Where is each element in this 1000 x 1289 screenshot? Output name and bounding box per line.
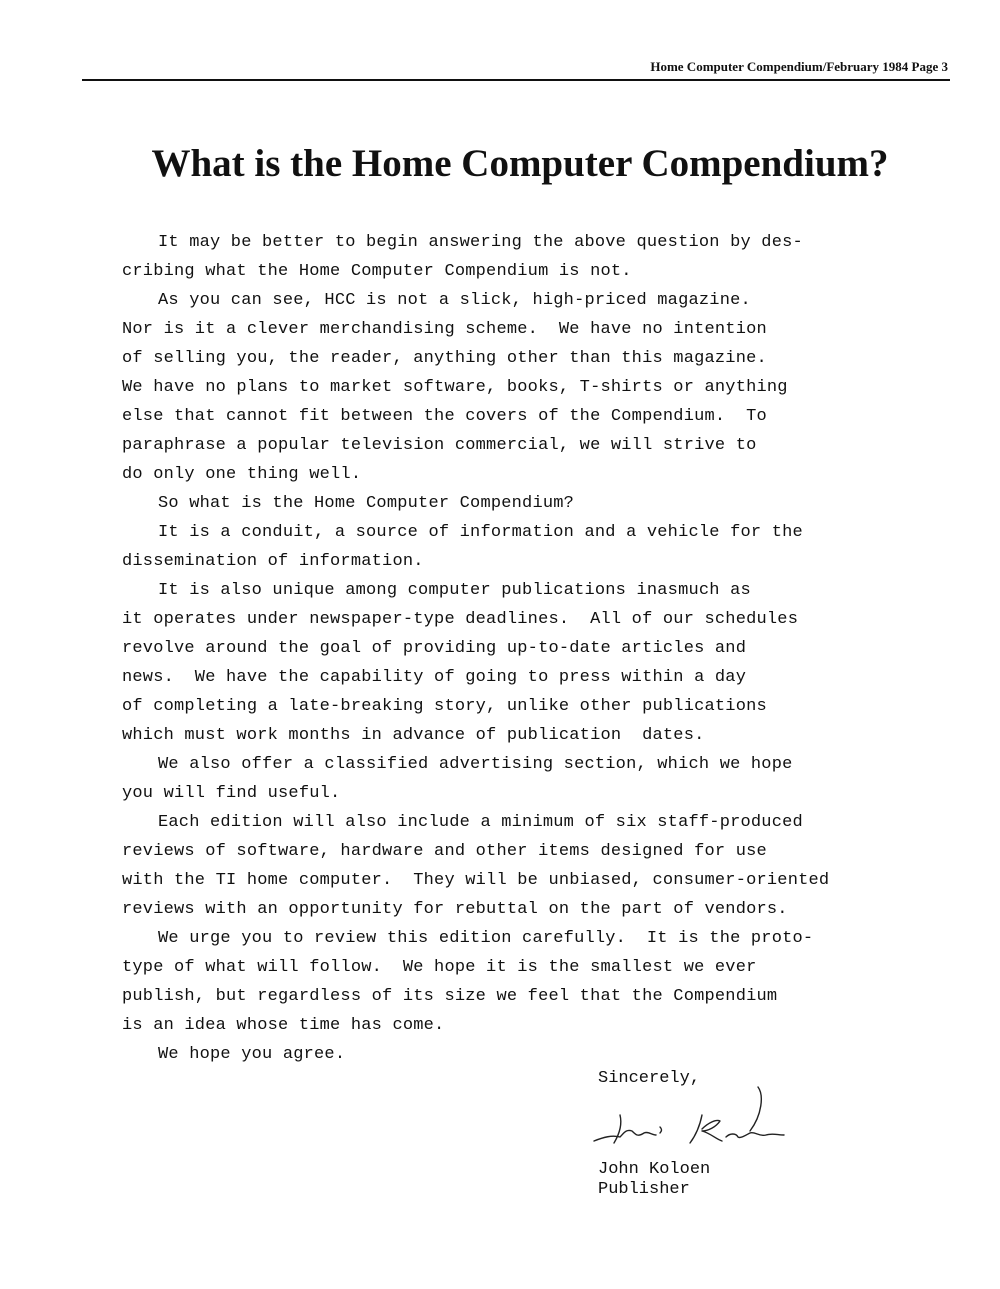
author-role: Publisher xyxy=(598,1180,690,1199)
closing-salutation: Sincerely, xyxy=(598,1069,701,1088)
body-line: is an idea whose time has come. xyxy=(122,1016,445,1035)
signature-block xyxy=(598,1160,710,1200)
body-line: revolve around the goal of providing up-to-date articles and xyxy=(122,639,747,658)
body-line: We have no plans to market software, books, T-shirts or anything xyxy=(122,378,788,397)
article-body xyxy=(122,228,952,1069)
page-title: What is the Home Computer Compendium? xyxy=(151,142,889,185)
body-line: We also offer a classified advertising section, which we hope xyxy=(158,755,793,774)
body-line: publish, but regardless of its size we feel that the Compendium xyxy=(122,987,778,1006)
body-line: Each edition will also include a minimum of six staff-produced xyxy=(158,813,803,832)
body-line: do only one thing well. xyxy=(122,465,362,484)
body-line: news. We have the capability of going to press within a day xyxy=(122,668,747,687)
body-line: It is a conduit, a source of information and a vehicle for the xyxy=(158,523,803,542)
body-line: you will find useful. xyxy=(122,784,341,803)
body-line: of completing a late-breaking story, unlike other publications xyxy=(122,697,767,716)
running-head: Home Computer Compendium/February 1984 Page 3 xyxy=(650,59,948,74)
body-line: reviews with an opportunity for rebuttal on the part of vendors. xyxy=(122,900,788,919)
body-line: which must work months in advance of publication dates. xyxy=(122,726,705,745)
author-name: John Koloen xyxy=(598,1160,711,1179)
body-line: It may be better to begin answering the above question by des- xyxy=(158,233,803,252)
body-line: with the TI home computer. They will be unbiased, consumer-oriented xyxy=(122,871,830,890)
body-line: So what is the Home Computer Compendium? xyxy=(158,494,575,513)
handwritten-signature-icon xyxy=(590,1085,790,1155)
body-line: paraphrase a popular television commercial, we will strive to xyxy=(122,436,757,455)
body-line: of selling you, the reader, anything other than this magazine. xyxy=(122,349,767,368)
body-line: else that cannot fit between the covers of the Compendium. To xyxy=(122,407,767,426)
body-line: It is also unique among computer publications inasmuch as xyxy=(158,581,751,600)
body-line: We urge you to review this edition carefully. It is the proto- xyxy=(158,929,814,948)
body-line: type of what will follow. We hope it is the smallest we ever xyxy=(122,958,757,977)
body-line: it operates under newspaper-type deadlines. All of our schedules xyxy=(122,610,799,629)
body-line: cribing what the Home Computer Compendium is not. xyxy=(122,262,632,281)
body-line: reviews of software, hardware and other items designed for use xyxy=(122,842,767,861)
body-line: dissemination of information. xyxy=(122,552,424,571)
header-rule xyxy=(82,79,950,81)
body-line: Nor is it a clever merchandising scheme. We have no intention xyxy=(122,320,767,339)
body-line: We hope you agree. xyxy=(158,1045,346,1064)
body-line: As you can see, HCC is not a slick, high-priced magazine. xyxy=(158,291,751,310)
